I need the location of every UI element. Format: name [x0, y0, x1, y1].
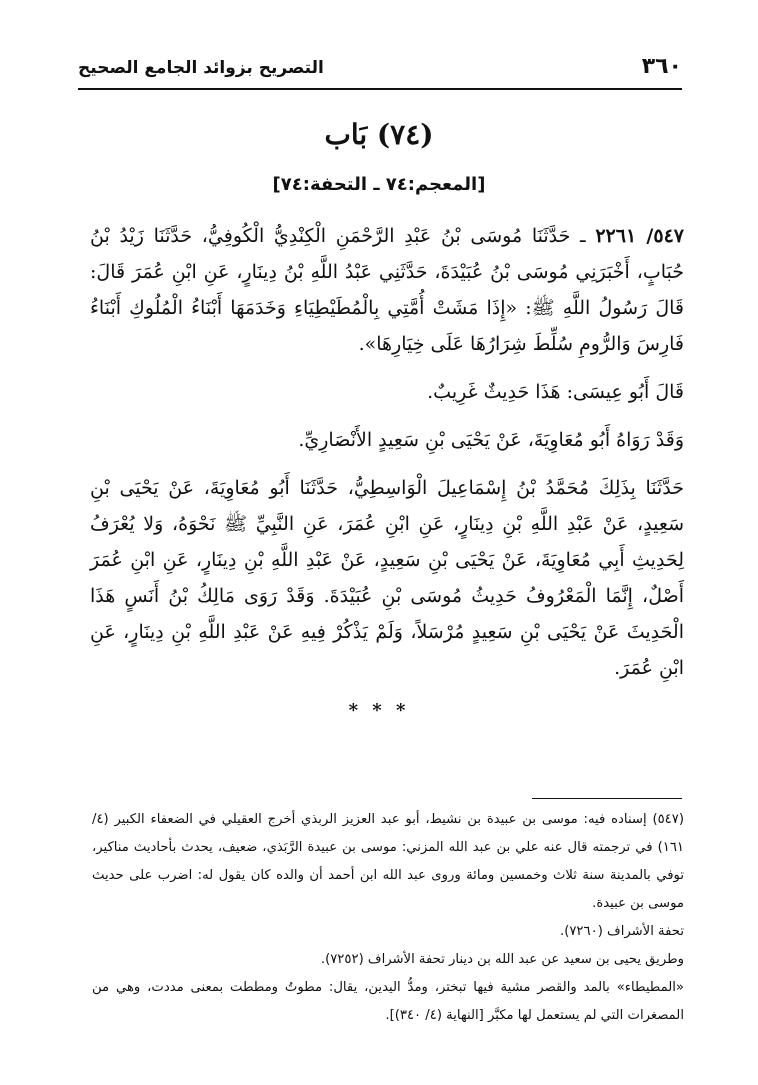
comment-chain: حَدَّثَنَا بِذَلِكَ مُحَمَّدُ بْنُ إِسْمَاعِيلَ الْوَاسِطِيُّ، حَدَّثَنَا أَبُو مُعَاوِيَةَ، عَنْ يَحْيَى بْنِ سَعِيدٍ، عَنْ عَبْدِ اللَّهِ بْنِ دِينَارٍ، عَنِ ابْنِ عُمَرَ، عَنِ النَّبِيِّ ﷺ نَحْوَهُ، وَلا يُعْرَفُ لِحَدِيثِ أَبِي مُعَاوِيَةَ، عَنْ يَحْيَى بْنِ سَعِيدٍ، عَنْ عَبْدِ اللَّهِ بْنِ دِينَارٍ، عَنِ ابْنِ عُمَرَ أَصْلٌ، إِنَّمَا الْمَعْرُوفُ حَدِيثُ مُوسَى بْنِ عُبَيْدَةَ. وَقَدْ رَوَى مَالِكُ بْنُ أَنَسٍ هَذَا الْحَدِيثَ عَنْ يَحْيَى بْنِ سَعِيدٍ مُرْسَلاً، وَلَمْ يَذْكُرْ فِيهِ عَنْ عَبْدِ اللَّهِ بْنِ دِينَارٍ، عَنِ ابْنِ عُمَرَ. — [90, 477, 684, 679]
page-number: ٣٦٠ — [641, 54, 682, 79]
hadith-number: ٥٤٧/ ٢٢٦١ — [595, 225, 684, 247]
section-separator: * * * — [348, 700, 410, 721]
running-header — [78, 56, 682, 90]
comment-narration: وَقَدْ رَوَاهُ أَبُو مُعَاوِيَةَ، عَنْ يَحْيَى بْنِ سَعِيدٍ الأَنْصَارِيِّ. — [298, 429, 684, 451]
footnote-divider — [532, 798, 682, 799]
chapter-references: [المعجم:٧٤ ـ التحفة:٧٤] — [272, 174, 486, 195]
footnote-tuhfa: تحفة الأشراف (٧٢٦٠). — [560, 924, 684, 939]
footnote-route: وطريق يحيى بن سعيد عن عبد الله بن دينار تحفة الأشراف (٧٢٥٢). — [320, 952, 684, 967]
book-title: التصريح بزوائد الجامع الصحيح — [78, 58, 324, 78]
footnote-glossary: «المطيطاء» بالمد والقصر مشية فيها تبختر، ومدُّ اليدين، يقال: مطوتُ ومططت بمعنى مددت، وهي من المصغرات التي لم يستعمل لها مكبَّر [النهاية (٤/ ٣٤٠)]. — [92, 980, 684, 1023]
main-text — [90, 218, 684, 698]
chapter-title: (٧٤) بَاب — [324, 118, 434, 151]
hadith-text: ـ حَدَّثَنَا مُوسَى بْنُ عَبْدِ الرَّحْمَنِ الْكِنْدِيُّ الْكُوفِيُّ، حَدَّثَنَا زَيْدُ بْنُ حُبَابٍ، أَخْبَرَنِي مُوسَى بْنُ عُبَيْدَةَ، حَدَّثَنِي عَبْدُ اللَّهِ بْنُ دِينَارٍ، عَنِ ابْنِ عُمَرَ قَالَ: قَالَ رَسُولُ اللَّهِ ﷺ: «إِذَا مَشَتْ أُمَّتِي بِالْمُطَيْطِيَاءِ وَخَدَمَهَا أَبْنَاءُ الْمُلُوكِ أَبْنَاءُ فَارِسَ وَالرُّومِ سُلِّطَ شِرَارُهَا عَلَى خِيَارِهَا». — [90, 225, 684, 355]
hadith-paragraph — [90, 218, 684, 362]
footnote-isnad: (٥٤٧) إسناده فيه: موسى بن عبيدة بن نشيط، أبو عبد العزيز الربذي أخرج العقيلي في الضعفاء الكبير (٤/ ١٦١) في ترجمته قال عنه علي بن عبد الله المزني: موسى بن عبيدة الرَّبَذي، ضعيف، يحدث بأحاديث مناكير، توفي بالمدينة سنة ثلاث وخمسين ومائة وروى عبد الله ابن أحمد أن والده كان يقول له: اضرب على حديث موسى بن عبيدة. — [92, 812, 684, 911]
comment-grading: قَالَ أَبُو عِيسَى: هَذَا حَدِيثٌ غَرِيبٌ. — [427, 381, 684, 403]
footnotes — [92, 806, 684, 1030]
